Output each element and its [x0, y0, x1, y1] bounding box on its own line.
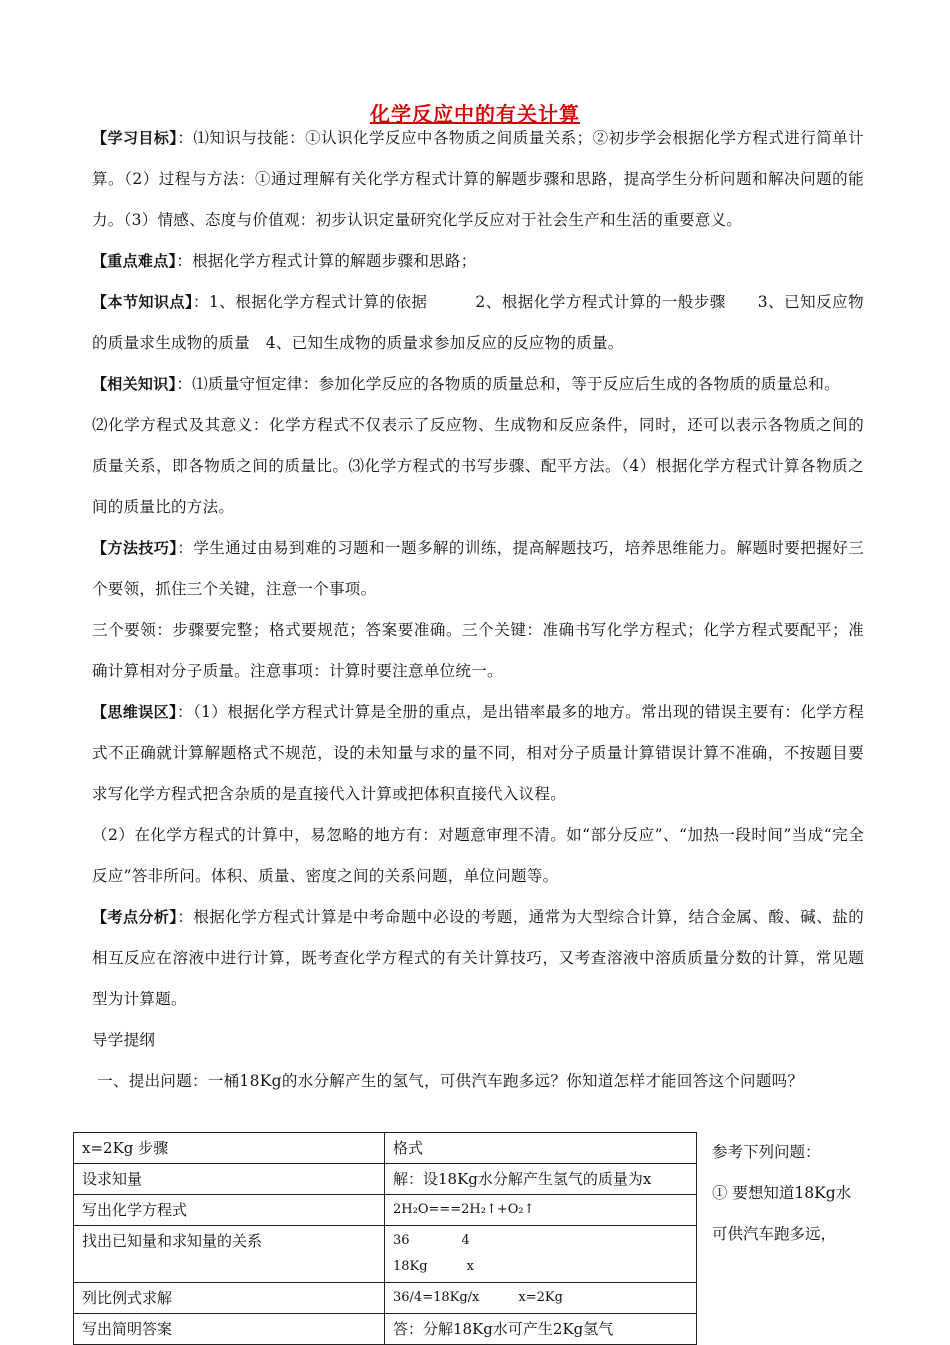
paragraph-misconceptions-2: [92, 815, 864, 897]
table-cell-format: 2H₂O===2H₂↑+O₂↑: [385, 1195, 697, 1226]
text-related-knowledge: ：⑴质量守恒定律：参加化学反应的各物质的质量总和，等于反应后生成的各物质的质量总和。: [176, 375, 840, 393]
table-cell-format: 36/4=18Kg/x x=2Kg: [385, 1283, 697, 1314]
text-three-keys: 三个要领：步骤要完整；格式要规范；答案要准确。三个关键：准确书写化学方程式；化学方程式要配平；准确计算相对分子质量。注意事项：计算时要注意单位统一。: [92, 621, 864, 680]
text-method-tips: ：学生通过由易到难的习题和一题多解的训练，提高解题技巧，培养思维能力。解题时要把握好三个要领，抓住三个关键，注意一个事项。: [92, 539, 864, 598]
paragraph-method-tips: [92, 528, 864, 610]
label-key-points: 【重点难点】: [92, 252, 177, 270]
body-text: [92, 118, 864, 1102]
side-note: [712, 1132, 862, 1255]
relation-line-1: 36 4: [393, 1233, 470, 1248]
table-cell-format: 解：设18Kg水分解产生氢气的质量为x: [385, 1164, 697, 1195]
label-objectives: 【学习目标】: [92, 129, 178, 147]
label-exam-analysis: 【考点分析】: [92, 908, 178, 926]
text-objectives: ：⑴知识与技能：①认识化学反应中各物质之间质量关系；②初步学会根据化学方程式进行简单计算。（2）过程与方法：①通过理解有关化学方程式计算的解题步骤和思路，提高学生分析问题和解决问题的能力。（3）情感、态度与价值观：初步认识定量研究化学反应对于社会生产和生活的重要意义。: [92, 129, 864, 229]
table-row: [74, 1164, 697, 1195]
paragraph-three-keys: [92, 610, 864, 692]
label-related-knowledge: 【相关知识】: [92, 375, 177, 393]
table-cell-step: x=2Kg 步骤: [74, 1133, 385, 1164]
text-outline-heading: 导学提纲: [92, 1031, 156, 1049]
paragraph-related-knowledge: [92, 364, 864, 405]
text-question: 一、提出问题：一桶18Kg的水分解产生的氢气，可供汽车跑多远？你知道怎样才能回答这个问题吗？: [97, 1072, 804, 1090]
table-row: [74, 1226, 697, 1283]
table-row: [74, 1283, 697, 1314]
relation-line-2: 18Kg x: [393, 1259, 474, 1274]
text-key-points: ：根据化学方程式计算的解题步骤和思路；: [176, 252, 477, 270]
table-cell-format: 答：分解18Kg水可产生2Kg氢气: [385, 1314, 697, 1345]
label-misconceptions: 【思维误区】: [92, 703, 178, 721]
label-method-tips: 【方法技巧】: [92, 539, 178, 557]
paragraph-misconceptions: [92, 692, 864, 815]
paragraph-outline-heading: [92, 1020, 864, 1061]
paragraph-key-points: [92, 241, 864, 282]
text-misconceptions-2: （2）在化学方程式的计算中，易忽略的地方有：对题意审理不清。如“部分反应”、“加热一段时间”当成“完全反应”答非所问。体积、质量、密度之间的关系问题，单位问题等。: [92, 826, 864, 885]
page-title: 化学反应中的有关计算: [370, 102, 580, 126]
calculation-table: [73, 1132, 697, 1345]
table-row: [74, 1314, 697, 1345]
paragraph-objectives: [92, 118, 864, 241]
table-cell-step: 写出简明答案: [74, 1314, 385, 1345]
text-exam-analysis: ：根据化学方程式计算是中考命题中必设的考题，通常为大型综合计算，结合金属、酸、碱、盐的相互反应在溶液中进行计算，既考查化学方程式的有关计算技巧，又考查溶液中溶质质量分数的计算，常见题型为计算题。: [92, 908, 864, 1008]
table-cell-step: 找出已知量和求知量的关系: [74, 1226, 385, 1283]
paragraph-exam-analysis: [92, 897, 864, 1020]
side-note-heading: 参考下列问题：: [712, 1143, 821, 1161]
paragraph-question: [92, 1061, 864, 1102]
label-knowledge-points: 【本节知识点】: [92, 293, 194, 311]
paragraph-equation-meaning: [92, 405, 864, 528]
table-row: [74, 1133, 697, 1164]
table-cell-step: 设求知量: [74, 1164, 385, 1195]
table-cell-format: [385, 1226, 697, 1283]
table-row: [74, 1195, 697, 1226]
text-knowledge-points: ：1、根据化学方程式计算的依据 2、根据化学方程式计算的一般步骤 3、已知反应物的质量求生成物的质量 4、已知生成物的质量求参加反应的反应物的质量。: [92, 293, 864, 352]
table-cell-format: 格式: [385, 1133, 697, 1164]
paragraph-knowledge-points: [92, 282, 864, 364]
text-equation-meaning: ⑵化学方程式及其意义：化学方程式不仅表示了反应物、生成物和反应条件，同时，还可以表示各物质之间的质量关系，即各物质之间的质量比。⑶化学方程式的书写步骤、配平方法。（4）根据化学方程式计算各物质之间的质量比的方法。: [92, 416, 864, 516]
table-cell-step: 列比例式求解: [74, 1283, 385, 1314]
text-misconceptions: ：（1）根据化学方程式计算是全册的重点，是出错率最多的地方。常出现的错误主要有：化学方程式不正确就计算解题格式不规范，设的未知量与求的量不同，相对分子质量计算错误计算不准确，不按题目要求写化学方程式把含杂质的是直接代入计算或把体积直接代入议程。: [92, 703, 864, 803]
side-note-text: ① 要想知道18Kg水可供汽车跑多远，: [712, 1184, 852, 1243]
table-cell-step: 写出化学方程式: [74, 1195, 385, 1226]
